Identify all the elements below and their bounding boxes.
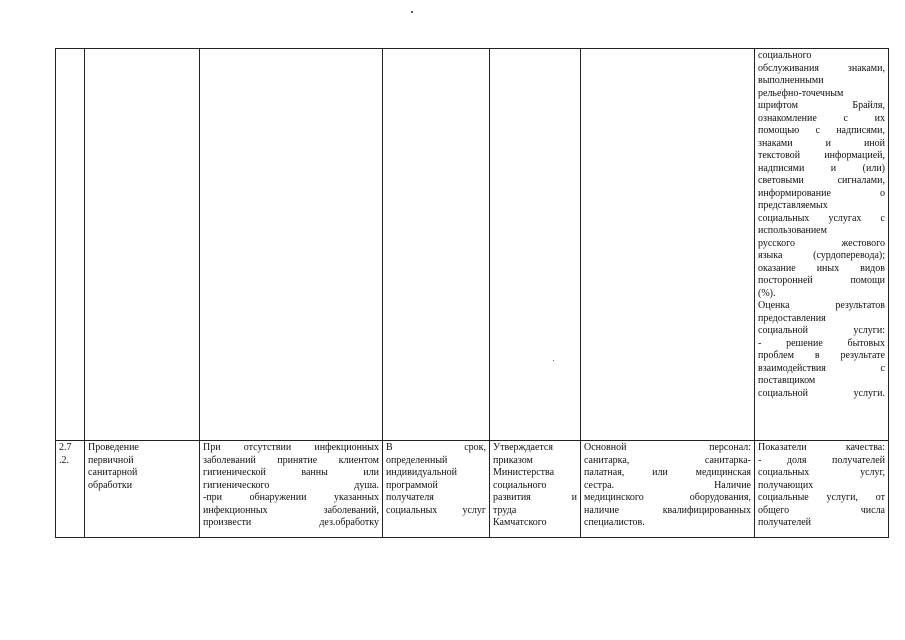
text-line: шрифтом Брайля, [758, 100, 885, 111]
text-line: развития и [493, 492, 577, 503]
cell-term [383, 49, 490, 441]
text-line: - решение бытовых [758, 337, 885, 349]
text-line: инфекционных заболеваний, [203, 504, 379, 516]
text-line: социальной услуги. [758, 387, 885, 399]
text-line: труда [493, 504, 517, 516]
cell-service-name [85, 49, 200, 441]
cell-description [200, 49, 383, 441]
text-line: социальной услуги: [758, 325, 885, 336]
text-line: Показатели качества: [758, 442, 885, 453]
text-line: обслуживания знаками, [758, 62, 885, 74]
text-line: Основной персонал: [584, 442, 751, 453]
text-line: произвести дез.обработку [203, 517, 379, 528]
cell-quality-indicators [755, 441, 889, 538]
text-line: общего числа [758, 504, 885, 516]
text-line: гигиенической ванны или [203, 467, 379, 478]
text-line: социального [493, 479, 547, 491]
text-line: медицинского оборудования, [584, 492, 751, 503]
cell-quality-indicators [755, 49, 889, 441]
text-line: взаимодействия с [758, 362, 885, 374]
text-line: -при обнаружении указанных [203, 492, 379, 503]
text-line: рельефно-точечным [758, 87, 844, 99]
text-line: сестра. Наличие [584, 479, 751, 491]
text-line: надписями и (или) [758, 162, 885, 174]
text-line: предоставления [758, 312, 826, 324]
text-line: санитарной [88, 467, 138, 478]
text-line: специалистов. [584, 517, 645, 528]
text-line: знаками и иной [758, 137, 885, 149]
text-line: 2.7 [59, 442, 72, 453]
cell-description [200, 441, 383, 538]
cell-number [56, 49, 85, 441]
text-line: Утверждается [493, 442, 553, 453]
text-line: получателей [758, 517, 812, 528]
text-line: представляемых [758, 200, 828, 211]
text-line: обработки [88, 479, 133, 491]
text-line: приказом [493, 454, 533, 466]
text-line: поставщиком [758, 375, 816, 386]
text-line: программой [386, 479, 438, 491]
text-line: оказание иных видов [758, 262, 885, 274]
text-line: гигиенического душа. [203, 479, 379, 491]
text-line: санитарка, санитарка- [584, 454, 751, 466]
text-line: текстовой информацией, [758, 150, 885, 161]
text-line: определенный [386, 454, 448, 466]
text-line: наличие квалифицированных [584, 504, 751, 516]
text-line: Камчатского [493, 517, 547, 528]
text-line: При отсутствии инфекционных [203, 442, 379, 453]
text-line: проблем в результате [758, 350, 885, 361]
table-row [56, 441, 889, 538]
cell-service-name [85, 441, 200, 538]
text-line: Оценка результатов [758, 300, 885, 311]
text-line: Министерства [493, 467, 555, 478]
text-line: первичной [88, 454, 134, 466]
text-line: (%). [758, 287, 776, 299]
text-line: ознакомление с их [758, 112, 885, 124]
text-line: социальных услугах с [758, 212, 885, 224]
text-line: социальные услуги, от [758, 492, 885, 503]
cell-number [56, 441, 85, 538]
text-line: .2. [59, 454, 69, 466]
text-line: социальных услуг [386, 504, 486, 516]
scan-dot [411, 11, 413, 13]
cell-conditions [581, 441, 755, 538]
text-line: русского жестового [758, 237, 885, 249]
text-line: заболеваний принятие клиентом [203, 454, 379, 466]
text-line: - доля получателей [758, 454, 885, 466]
text-line: использованием [758, 225, 827, 236]
cell-approval [490, 441, 581, 538]
table-row [56, 49, 889, 441]
text-line: В срок, [386, 442, 486, 453]
text-line: выполненными [758, 75, 824, 86]
cell-approval [490, 49, 581, 441]
text-line: индивидуальной [386, 467, 457, 478]
text-line: социальных услуг, [758, 467, 885, 478]
text-line: социального [758, 50, 812, 61]
text-line: языка (сурдоперевода); [758, 250, 885, 261]
text-line: Проведение [88, 442, 139, 453]
services-table [55, 48, 889, 538]
text-line: световыми сигналами, [758, 175, 885, 186]
text-line: информирование о [758, 187, 885, 199]
text-line: посторонней помощи [758, 275, 885, 286]
text-line: палатная, или медицинская [584, 467, 751, 478]
cell-term [383, 441, 490, 538]
text-line: получающих [758, 479, 814, 491]
text-line: получателя [386, 492, 434, 503]
text-line: помощью с надписями, [758, 125, 885, 136]
cell-conditions [581, 49, 755, 441]
